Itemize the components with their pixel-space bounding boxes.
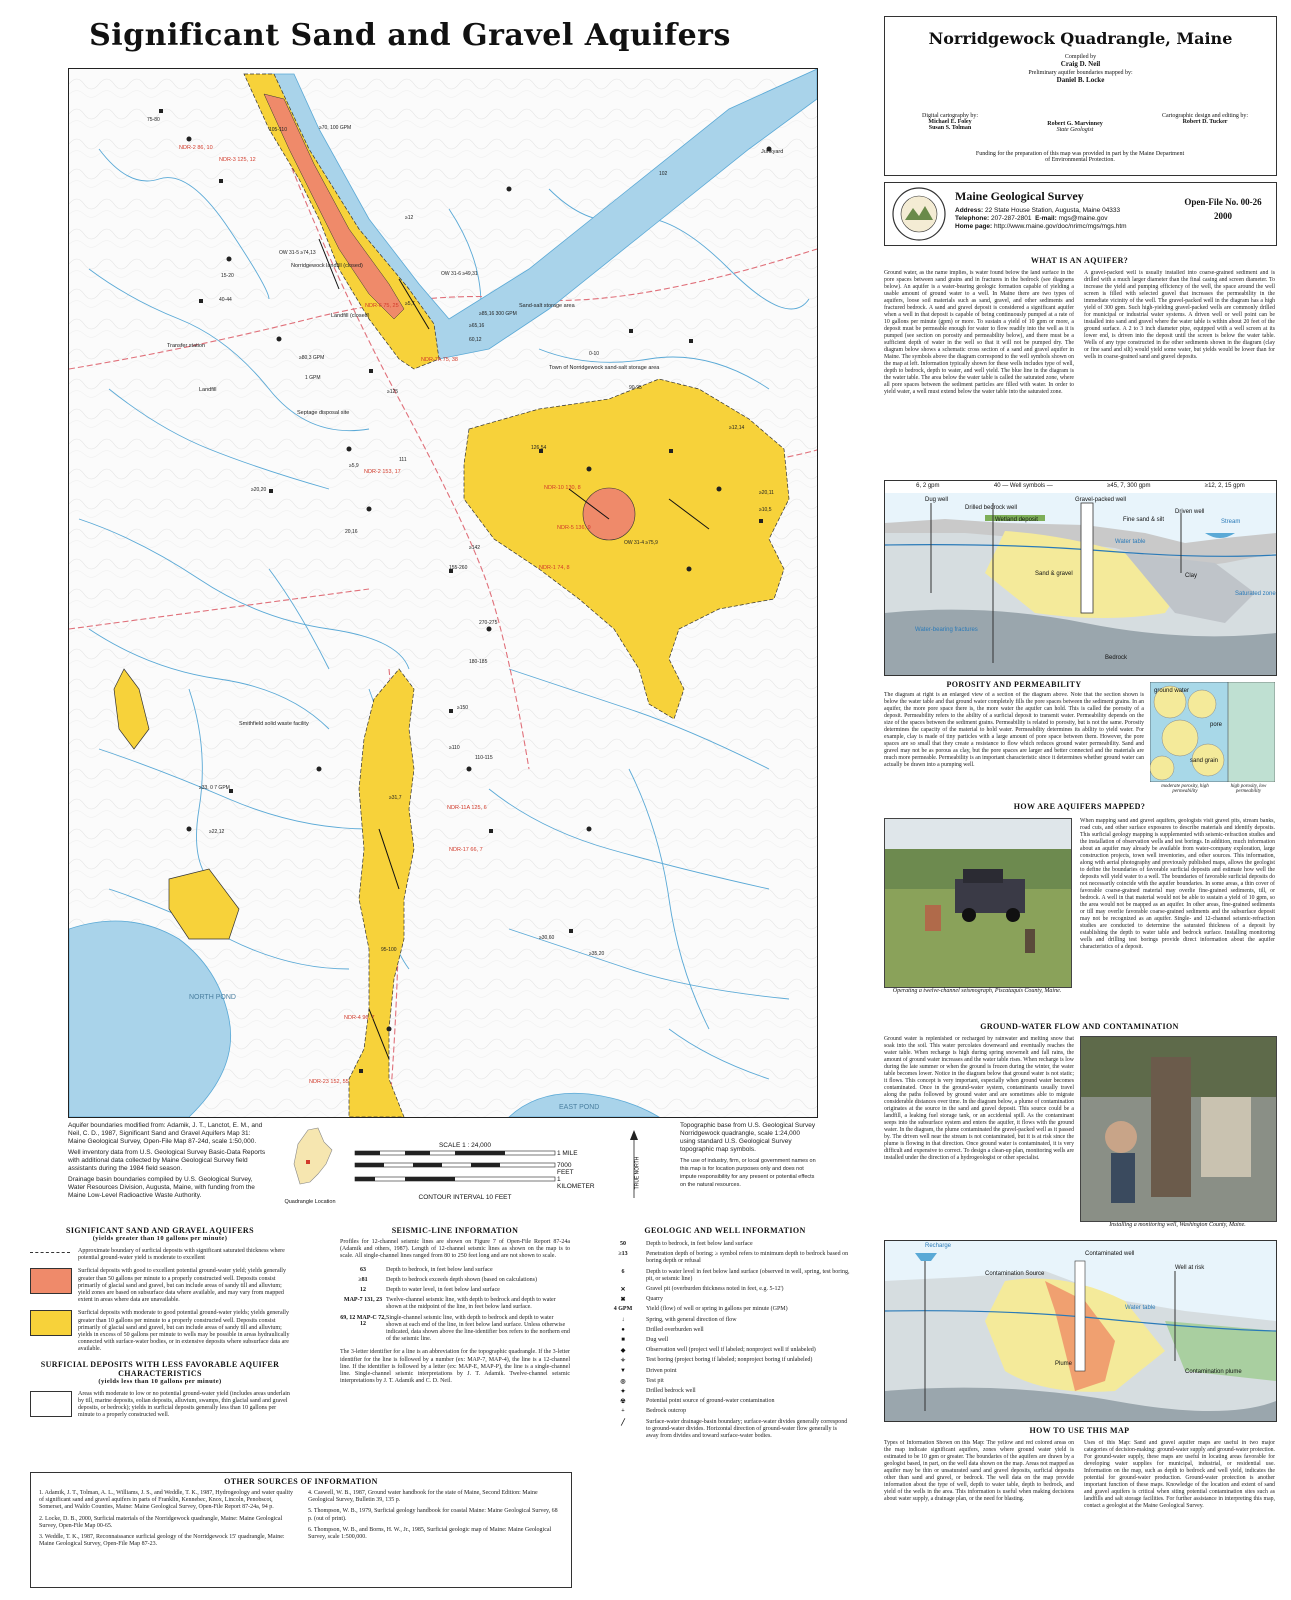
geologic-legend-text: Driven point (646, 1367, 677, 1374)
legend-dug-well: 6, 2 gpm (916, 483, 940, 489)
ndr-label: NDR-1 74, 8 (539, 565, 570, 571)
label-landfill: Norridgewock landfill (closed) (291, 263, 363, 269)
porosity-diagram (1150, 682, 1275, 800)
label-sand-grain: sand grain (1190, 758, 1219, 764)
mapped-by: Daniel B. Locke (1056, 76, 1105, 84)
survey-address: 22 State House Station, Augusta, Maine 04333 (985, 207, 1121, 214)
ndr-label: NDR-23 152, 55 (309, 1079, 349, 1085)
geologic-legend-row (600, 1357, 850, 1364)
seismic-intro: Profiles for 12-channel seismic lines are shown on Figure 7 of Open-File Report 87-24a (Adamik and others, 1987). Length of 12-channel seismic lines as shown on the map is to scale. All single-channel lines ranged from 80 to 250 feet long and are not shown to scale. (340, 1239, 570, 1260)
credits-panel (884, 16, 1277, 176)
porosity-text: The diagram at right is an enlarged view of a section of the diagram above. Note that the section shown is below the water table and that ground water completely fills the pore spaces between the sediment grains. In an aquifer, the more pore space there is, the more water the aquifer can hold. This is called the porosity of a deposit. Permeability refers to the ability of a surficial deposit to transmit water. Permeability depends on the size of the spaces between the sediment grains. Permeability is related to porosity, but is not the same. Porosity determines the capacity of the material to hold water. Permeability determines its ability to yield water. For example, clay is made of tiny particles with a large amount of pore space between them. However, the pore spaces are so small that they create a resistance to flow which reduces ground water permeability. Sand and gravel may not be as porous as clay, but the pore spaces are larger and better connected and the materials are much more permeable. Permeability is an important characteristic since it determines whether ground water can actually be drawn into a pumping well. (884, 692, 1144, 768)
flow-title: GROUND-WATER FLOW AND CONTAMINATION (980, 1022, 1179, 1031)
label-contamination-source: Contamination Source (985, 1271, 1045, 1277)
svg-text:OW 31-6 ≥49,31: OW 31-6 ≥49,31 (441, 271, 478, 277)
porosity-title: POROSITY AND PERMEABILITY (946, 680, 1082, 689)
geologic-legend-text: Quarry (646, 1296, 663, 1303)
geologic-legend-symbol: ◎ (620, 1378, 626, 1385)
map-canvas (69, 69, 817, 1117)
less-favorable-subtitle: (yields less than 10 gallons per minute) (98, 1377, 222, 1385)
howto-title: HOW TO USE THIS MAP (1029, 1426, 1130, 1435)
ndr-label: NDR-3 125, 12 (219, 157, 256, 163)
open-file-year: 2000 (1214, 211, 1232, 221)
label-clay: Clay (1185, 573, 1198, 579)
geologic-legend-text: Dug well (646, 1337, 669, 1344)
survey-email[interactable]: mgs@maine.gov (1058, 215, 1108, 222)
label-fine-sand: Fine sand & silt (1123, 517, 1165, 523)
label-contaminated-well: Contaminated well (1085, 1251, 1135, 1257)
north-arrow (627, 1130, 641, 1200)
scale-mile: 1 MILE (557, 1150, 578, 1157)
geologic-legend-symbol: ● (621, 1326, 625, 1333)
geologic-legend-text: Drilled bedrock well (646, 1388, 696, 1395)
geologic-legend-text: Test pit (646, 1377, 664, 1384)
cartographic-design (1140, 113, 1270, 125)
map-source-notes (68, 1122, 268, 1200)
label-fractures: Water-bearing fractures (915, 627, 978, 633)
geologic-legend-text: Spring, with general direction of flow (646, 1316, 737, 1323)
aquifer-source-note: Aquifer boundaries modified from: Adamik, J. T., Lanctot, E. M., and Neil, C. D., 1987, Significant Sand and Gravel Aquifers Map 31: Maine Geological Survey, Open-File Map 87-24d, scale 1:50,000. (68, 1122, 263, 1145)
source-reference: 4. Caswell, W. B., 1987, Ground water handbook for the state of Maine, Second Edition: Maine Geological Survey, Bulletin 39, 135 p. (308, 1490, 538, 1504)
svg-text:≥12: ≥12 (405, 215, 414, 221)
label-landfill-2: Landfill (closed) (331, 313, 370, 319)
quad-title: Norridgewock Quadrangle, Maine (928, 29, 1233, 48)
geologic-legend (600, 1226, 850, 1443)
geologic-legend-row (600, 1317, 850, 1324)
source-reference: 1. Adamik, J. T., Tolman, A. L., Williams, J. S., and Weddle, T. K., 1987, Hydrogeology and water quality of significant sand and gravel aquifers in parts of Franklin, Kennebec, Knox, Lincoln, Penobscot, Somerset, and Waldo Counties, Maine: Maine Geological Survey, Open-File Report 87-24a, 94 p. (39, 1490, 294, 1511)
label-septage: Septage disposal site (297, 410, 350, 416)
svg-text:≥65,16: ≥65,16 (469, 323, 485, 329)
svg-text:0-10: 0-10 (589, 351, 600, 357)
label-driven-well: Driven well (1175, 509, 1205, 515)
scale-feet: 7000 FEET (557, 1162, 574, 1176)
true-north-label: TRUE NORTH (634, 1156, 641, 1190)
geologic-legend-row (600, 1337, 850, 1344)
porosity-graphic (1150, 682, 1275, 782)
monitoring-well-caption: Installing a monitoring well, Washington County, Maine. (1109, 1222, 1246, 1228)
label-plume: Plume (1055, 1361, 1073, 1367)
quadrangle-location-label: Quadrangle Location (284, 1199, 336, 1205)
seismograph-caption: Operating a twelve-channel seismograph, Piscataquis County, Maine. (892, 988, 1062, 994)
svg-text:40-44: 40-44 (219, 297, 232, 303)
svg-text:≥35,20: ≥35,20 (589, 951, 605, 957)
yellow-zone-swatch (30, 1310, 72, 1336)
scale-label: SCALE 1 : 24,000 (438, 1142, 492, 1149)
geologic-legend-list (600, 1241, 850, 1440)
label-pore: pore (1210, 722, 1223, 728)
label-landfill-3: Landfill (199, 387, 217, 393)
scale-graphic (345, 1149, 585, 1187)
label-recharge: Recharge (925, 1243, 952, 1249)
ndr-label: NDR-2 153, 17 (364, 469, 401, 475)
survey-contact (955, 207, 1127, 231)
svg-text:≥142: ≥142 (469, 545, 481, 551)
legend-boundary-text: Approximate boundary of surficial deposits with significant saturated thickness where potential ground-water yield is moderate to excellent (78, 1248, 285, 1262)
svg-text:60,12: 60,12 (469, 337, 482, 343)
geologic-legend-symbol: ■ (621, 1337, 625, 1344)
less-favorable-title: SURFICIAL DEPOSITS WITH LESS FAVORABLE AQUIFER CHARACTERISTICS (40, 1359, 280, 1378)
geologist-name: Robert G. Marvinney (1047, 121, 1103, 127)
geologic-legend-symbol: ✦ (620, 1389, 626, 1396)
svg-text:270-275: 270-275 (479, 620, 498, 626)
svg-text:≥70, 100 GPM: ≥70, 100 GPM (319, 125, 352, 131)
aquifer-cross-section (884, 480, 1277, 676)
label-town-storage: Town of Norridgewock sand-salt storage area (549, 365, 660, 371)
contour-interval: CONTOUR INTERVAL 10 FEET (418, 1194, 512, 1201)
state-geologist (1020, 121, 1130, 133)
svg-text:≥20,20: ≥20,20 (251, 487, 267, 493)
ndr-label: NDR-10 130, 8 (544, 485, 581, 491)
seismic-legend-text: Single-channel seismic line, with depth to bedrock and depth to water shown at each end of the line, in feet below land surface. Unless otherwise indicated, data shown above the line-identifier box refers to the northern end of the seismic line. (386, 1314, 570, 1343)
geologic-legend-title: GEOLOGIC AND WELL INFORMATION (644, 1226, 806, 1235)
legend-gravel-well: ≥45, 7, 300 gpm (1107, 483, 1151, 489)
sources-list (31, 1486, 571, 1553)
seismic-legend-row (340, 1297, 570, 1311)
legend-driven-well: ≥12, 2, 15 gpm (1204, 483, 1245, 489)
svg-text:75-80: 75-80 (147, 117, 160, 123)
ndr-label: NDR-11A 125, 6 (447, 805, 487, 811)
svg-text:155-260: 155-260 (449, 565, 468, 571)
geologic-legend-row (600, 1419, 850, 1441)
geologic-legend-symbol: ✖ (620, 1297, 626, 1304)
well-source-note: Well inventory data from U.S. Geological Survey Basic-Data Reports with additional data collected by Maine Geological Survey field assistants during the 1984 field season. (68, 1149, 266, 1172)
label-sand-gravel: Sand & gravel (1035, 571, 1073, 577)
map-title: Significant Sand and Gravel Aquifers (89, 18, 731, 53)
topo-source-note: Topographic base from U.S. Geological Survey Norridgewock quadrangle, scale 1:24,000 using standard U.S. Geological Survey topographic map symbols. (680, 1122, 816, 1153)
porosity-caption-2: high porosity, low permeability (1230, 784, 1267, 794)
source-reference: 2. Locke, D. B., 2000, Surficial materials of the Norridgewock quadrangle, Maine: Maine Geological Survey, Open-File Map 00-65. (39, 1515, 283, 1529)
legend-row-red (30, 1268, 290, 1304)
label-stream: Stream (1221, 519, 1241, 525)
ndr-label: NDR-2 86, 10 (179, 145, 213, 151)
address-label: Address: (955, 207, 984, 214)
geologic-legend-symbol: 4 GPM (613, 1306, 633, 1313)
geologic-legend-symbol: 6 (621, 1268, 625, 1275)
survey-panel (884, 182, 1277, 246)
funding-note: Funding for the preparation of this map was provided in part by the Maine Department of Environmental Protection. (975, 151, 1185, 163)
geologic-legend-row (600, 1306, 850, 1313)
label-water-table: Water table (1115, 539, 1146, 545)
label-sand-salt: Sand-salt storage area (519, 303, 575, 309)
seismograph-photo (884, 818, 1072, 988)
label-saturated-zone: Saturated zone (1235, 591, 1276, 597)
svg-text:≥33, 0 7 GPM: ≥33, 0 7 GPM (199, 785, 230, 791)
seismic-legend-text: Twelve-channel seismic line, with depth to bedrock and depth to water shown at the midpoint of the line, in feet below land surface. (386, 1297, 556, 1311)
compiled-by: Craig D. Neil (1060, 60, 1101, 68)
label-contamination-plume: Contamination plume (1185, 1369, 1242, 1375)
geologic-legend-symbol: ✕ (620, 1287, 626, 1294)
ndr-label: NDR-6 75, 25 (365, 303, 399, 309)
open-file-number: Open-File No. 00-26 (1184, 197, 1262, 207)
sources-title: OTHER SOURCES OF INFORMATION (224, 1477, 378, 1486)
seismic-legend-symbol: 12 (360, 1287, 366, 1294)
digital-cartography (895, 113, 1005, 131)
legend-red-text: Surficial deposits with good to excellent potential ground-water yield; yields generally greater than 50 gallons per minute to a properly constructed well. Deposits consist primarily of glacial sand and gravel, but can include areas of sandy till and alluvium; yield zones are based on subsurface data where available, and may vary from mapped extent in areas where data are unavailable. (78, 1268, 286, 1304)
label-water-table-2: Water table (1125, 1305, 1156, 1311)
contamination-graphic (885, 1241, 1276, 1421)
red-zone-swatch (30, 1268, 72, 1294)
mapped-label: Preliminary aquifer boundaries mapped by: (1028, 70, 1133, 76)
legend-row-boundary (30, 1248, 290, 1262)
legend-row-white (30, 1391, 290, 1420)
geologic-legend-text: Depth to bedrock, in feet below land surface (646, 1241, 753, 1247)
aquifer-legend-subtitle: (yields greater than 10 gallons per minute) (92, 1235, 228, 1242)
maine-outline-icon (282, 1124, 338, 1194)
geologic-legend-symbol: ☢ (620, 1399, 626, 1406)
drainage-source-note: Drainage basin boundaries compiled by U.S. Geological Survey, Water Resources Division, Augusta, Maine, with funding from the Maine Low-Level Radioactive Waste Authority. (68, 1176, 255, 1199)
svg-text:OW 31-5 ≥74,13: OW 31-5 ≥74,13 (279, 250, 316, 256)
email-label: E-mail: (1035, 215, 1057, 222)
svg-text:≥85,16 300 GPM: ≥85,16 300 GPM (479, 311, 517, 317)
cross-section-graphic (885, 493, 1276, 675)
mapped-title: HOW ARE AQUIFERS MAPPED? (1013, 802, 1146, 811)
contamination-diagram (884, 1240, 1277, 1422)
label-bedrock: Bedrock (1105, 655, 1128, 661)
geologic-legend-text: Yield (flow) of well or spring in gallons per minute (GPM) (646, 1306, 788, 1313)
svg-text:90-95: 90-95 (629, 385, 642, 391)
svg-text:102: 102 (659, 171, 668, 177)
geologic-legend-text: Observation well (project well if labeled; nonproject well if unlabeled) (646, 1347, 816, 1354)
svg-text:≥12,14: ≥12,14 (729, 425, 745, 431)
svg-text:≥10,5: ≥10,5 (759, 507, 772, 513)
digital-name-2: Susan S. Tolman (928, 125, 972, 131)
digital-name-1: Michael E. Foley (928, 119, 972, 125)
aquifer-text-col1: Ground water, as the name implies, is water found below the land surface in the pore spaces between sand grains and in fractures in the bedrock (see diagrams below). An aquifer is a water-bearing geologic formation capable of yielding a usable amount of ground water to a well. In Maine there are two types of aquifers, loose soil materials such as sand, gravel, and other sediments and fractured bedrock. A sand and gravel deposit is considered a significant aquifer when a well in that deposit is capable of being continuously pumped at a rate of 10 gallons per minute (gpm) or more. To sustain a yield of 10 gpm or more, a deposit must be permeable enough for water to flow readily into the well as it is pumped (see section on porosity and permeability below), and there must be a sufficient depth of water in the well so that it will not be pumped dry. The diagram below shows a schematic cross section of a sand and gravel aquifer in Maine. The symbols above the diagram correspond to the well symbols shown on the map at left. Information typically shown for these wells includes type of well, depth to bedrock, depth to water, and well yield. The blue line in the diagram is the water table. The area below the water table is called the saturated zone, where all pore spaces between the sediment particles are filled with water. In order to yield water, a well must extend below the water table into the saturated zone. (884, 270, 1074, 395)
svg-text:≥5,9: ≥5,9 (349, 463, 359, 469)
label-wetland: Wetland deposit (995, 517, 1038, 523)
geologic-legend-text: Depth to water level in feet below land surface (observed in well, spring, test boring, pit, or seismic line) (646, 1268, 850, 1282)
seismic-legend-symbol: 69, 12 MAP-C 72, 12 (340, 1314, 386, 1327)
geologic-legend-text: Potential point source of ground-water contamination (646, 1398, 775, 1405)
conservation-seal-icon (891, 186, 947, 242)
ndr-label: NDR-17 66, 7 (449, 847, 483, 853)
howto-text-col1: Types of Information Shown on this Map: The yellow and red colored areas on the map indicate significant aquifers, zones where ground water yield is estimated to be 10 gpm or greater. The boundaries of the aquifers are drawn by a geologist based, in part, on the well data shown on the map. Areas not mapped as aquifer may be thin or unsaturated sand and gravel deposits, surficial deposits other than sand and gravel, or bedrock. The well data on the map provide information about the type of well, depth to water table, depth to bedrock, and yield of the wells in the area. This information is useful when making decisions about water supply, a drainage plan, or the need for blasting. (884, 1440, 1074, 1502)
svg-text:≥5,7: ≥5,7 (405, 301, 415, 307)
seismic-legend-list (340, 1267, 570, 1344)
svg-text:≥31,7: ≥31,7 (389, 795, 402, 801)
geologic-legend-symbol: ◆ (620, 1348, 626, 1355)
compiled-label: Compiled by (1064, 54, 1097, 60)
ndr-label: NDR-7A 75, 38 (421, 357, 458, 363)
geologic-legend-symbol: ≥13 (618, 1251, 628, 1258)
geologic-legend-text: Bedrock outcrop (646, 1408, 687, 1415)
seismic-legend-row (340, 1267, 570, 1274)
svg-text:95-100: 95-100 (381, 947, 397, 953)
geologic-legend-row (600, 1388, 850, 1395)
survey-name: Maine Geological Survey (955, 189, 1084, 203)
svg-text:110-115: 110-115 (475, 755, 493, 761)
legend-white-text: Areas with moderate to low or no potential ground-water yield (includes areas underlain by till, marine deposits, eolian deposits, alluvium, swamps, thin glacial sand and gravel deposits, or bedrock); yields in surficial deposits generally less than 10 gallons per minute to a properly constructed well. (78, 1390, 290, 1419)
seismic-legend-symbol: ≥81 (358, 1276, 368, 1283)
geologic-legend-symbol: ↓ (621, 1316, 625, 1323)
label-ground-water: ground water (1154, 688, 1190, 694)
aquifer-legend (30, 1226, 290, 1419)
svg-text:≥80,3 GPM: ≥80,3 GPM (299, 355, 325, 361)
quadrangle-location (282, 1124, 338, 1204)
geologic-legend-text: Drilled overburden well (646, 1326, 704, 1333)
seismic-legend-row (340, 1315, 570, 1344)
svg-text:111: 111 (399, 457, 407, 463)
svg-text:105-110: 105-110 (269, 127, 287, 133)
survey-homepage[interactable]: http://www.maine.gov/doc/nrimc/mgs/mgs.htm (994, 223, 1127, 230)
boundary-line-swatch (30, 1252, 70, 1253)
geologic-legend-symbol: ╱ (621, 1419, 625, 1426)
geologist-title: State Geologist (1056, 127, 1094, 133)
geologic-legend-row (600, 1269, 850, 1283)
svg-text:≥22,12: ≥22,12 (209, 829, 225, 835)
geologic-legend-symbol: 50 (620, 1241, 626, 1247)
white-zone-swatch (30, 1391, 72, 1417)
seismic-legend-text: Depth to water level, in feet below land surface (386, 1287, 500, 1294)
seismic-legend-symbol: 63 (360, 1266, 366, 1273)
geologic-legend-text: Gravel pit (overburden thickness noted in feet, e.g. 5-12') (646, 1286, 784, 1293)
source-reference: 6. Thompson, W. B., and Borns, H. W., Jr., 1985, Surficial geologic map of Maine: Maine Geological Survey, scale 1:500,000. (308, 1526, 552, 1541)
design-name: Robert D. Tucker (1182, 119, 1228, 125)
digital-label: Digital cartography by: (922, 113, 978, 119)
geologic-legend-row (600, 1398, 850, 1405)
svg-text:1 GPM: 1 GPM (305, 375, 321, 381)
label-well-at-risk: Well at risk (1175, 1265, 1205, 1271)
label-dug-well: Dug well (925, 497, 949, 503)
geologic-legend-row (600, 1286, 850, 1293)
aquifer-map[interactable] (68, 68, 818, 1118)
aquifer-legend-title: SIGNIFICANT SAND AND GRAVEL AQUIFERS (66, 1226, 254, 1235)
svg-text:15-20: 15-20 (221, 273, 234, 279)
geologic-legend-symbol: ✧ (620, 1358, 626, 1365)
label-transfer: Transfer station (167, 343, 206, 349)
label-drilled-bedrock-well: Drilled bedrock well (965, 505, 1018, 511)
aquifer-section-title: WHAT IS AN AQUIFER? (1030, 256, 1129, 265)
geologic-legend-row (600, 1347, 850, 1354)
geologic-legend-symbol: + (621, 1408, 625, 1415)
disclaimer-note: The use of industry, firm, or local government names on this map is for location purposes only and does not impute responsibility for any present or potential effects on the natural resources. (680, 1158, 816, 1188)
label-north-pond: NORTH POND (189, 994, 236, 1001)
monitoring-well-photo-graphic (1081, 1037, 1276, 1221)
monitoring-well-photo (1080, 1036, 1277, 1222)
seismic-legend-symbol: MAP-7 131, 23 (343, 1297, 383, 1304)
seismic-legend-text: Depth to bedrock, in feet below land surface (386, 1266, 493, 1273)
scale-km: 1 KILOMETER (557, 1176, 595, 1190)
flow-text: Ground water is replenished or recharged by rainwater and melting snow that soak into the soil. This water percolates downward and eventually reaches the water table. When recharge is high during spring snowmelt and fall rains, the amount of ground water increases and the water table rises. When recharge is low during the late summer or when the ground is frozen during the winter, the water table becomes lower. Notice in the diagram below that ground water is not static; it flows. This concept is very important, especially when ground water becomes contaminated. Once in the ground-water system, contaminants usually travel along the paths followed by ground water and are sometimes able to migrate considerable distances over time. In the diagram below, a plume of contamination originates at the source in the sand and gravel deposit. This source could be a landfill, a leaking fuel storage tank, or an accidental spill. As the contaminant seeps into the subsurface system and enters the aquifer, it flows with the ground water. In the diagram, the plume contaminated the gravel-packed well as it passed by. The driven well near the stream is not contaminated, but it is at risk since the plume is flowing in that direction. Once ground water is contaminated, it is very difficult and expensive to correct. To design a clean-up plan, monitoring wells are installed under the direction of a hydrogeologist or other specialist. (884, 1036, 1074, 1161)
aquifer-red-spot[interactable] (583, 488, 635, 540)
seismic-legend-row (340, 1287, 570, 1294)
seismograph-photo-graphic (885, 819, 1071, 987)
ndr-label: NDR-5 136, 9 (557, 525, 591, 531)
svg-text:≥110: ≥110 (449, 745, 460, 751)
legend-row-yellow (30, 1310, 290, 1353)
legend-yellow-text: Surficial deposits with moderate to good potential ground-water yields; yields generally greater than 10 gallons per minute to a properly constructed well. Deposits consist primarily of glacial sand and gravel, but can include areas of sandy till and alluvium; yields in excess of 50 gallons per minute to wells may be possible in areas hydraulically connected with surface-water bodies, or in extensive deposits where subsurface data are available. (78, 1310, 290, 1353)
svg-text:20,16: 20,16 (345, 529, 358, 535)
svg-text:126,54: 126,54 (531, 445, 547, 451)
geologic-legend-text: Penetration depth of boring; ≥ symbol refers to minimum depth to bedrock based on boring depth or refusal (646, 1251, 849, 1265)
geologic-legend-text: Surface-water drainage-basin boundary; surface-water divides generally correspond to ground-water divides. Horizontal direction of ground-water flow generally is away from divides and toward surface-water bodies. (646, 1418, 848, 1440)
seismic-legend-text: Depth to bedrock exceeds depth shown (based on calculations) (386, 1276, 537, 1283)
label-east-pond: EAST POND (559, 1104, 600, 1111)
phone-label: Telephone: (955, 215, 990, 222)
geologic-legend-row (600, 1378, 850, 1385)
geologic-legend-row (600, 1368, 850, 1375)
well-symbol-legend (889, 483, 1272, 489)
svg-text:≥20,11: ≥20,11 (759, 490, 774, 496)
sources-panel (30, 1472, 572, 1588)
svg-text:180-185: 180-185 (469, 659, 488, 665)
geologic-legend-symbol: ▼ (620, 1367, 626, 1374)
survey-phone: 207-287-2801 (991, 215, 1032, 222)
legend-well-symbols: 40 — Well symbols — (993, 483, 1053, 489)
porosity-caption-1: moderate porosity, high permeability (1161, 784, 1209, 794)
scale-bar (345, 1142, 595, 1212)
label-gravel-packed-well: Gravel-packed well (1075, 497, 1127, 503)
geologic-legend-row (600, 1327, 850, 1334)
geologic-legend-text: Test boring (project boring if labeled; nonproject boring if unlabeled) (646, 1357, 813, 1364)
seismic-legend-title: SEISMIC-LINE INFORMATION (391, 1226, 519, 1235)
label-junkyard: Junkyard (761, 149, 784, 155)
topo-source (680, 1122, 816, 1189)
svg-text:≥150: ≥150 (457, 705, 469, 711)
geologic-legend-row (600, 1408, 850, 1415)
design-label: Cartographic design and editing by: (1162, 113, 1248, 119)
svg-text:OW 31-4 ≥75,9: OW 31-4 ≥75,9 (624, 540, 658, 546)
home-label: Home page: (955, 223, 993, 230)
ndr-label: NDR-4 96, 7 (344, 1015, 375, 1021)
source-reference: 3. Weddle, T. K., 1987, Reconnaissance surficial geology of the Norridgewock 15' quadrangle, Maine: Maine Geological Survey, Open-File Map 87-23. (39, 1534, 285, 1548)
geologic-legend-row (600, 1241, 850, 1248)
howto-text-col2: Uses of this Map: Sand and gravel aquifer maps are useful in two major categories of decision-making: ground-water supply and ground-water protection. For ground-water supply, these maps are useful in locating areas favorable for developing water supplies for municipal, industrial, or residential use. Information on the map, such as depth to bedrock and well yield, indicates the potential for ground-water production. Ground-water protection is another important function of these maps. Knowledge of the location and extent of sand and gravel aquifers is critical when siting potential contamination sites such as landfills and salt storage facilities. For further assistance in interpreting this map, contact a geologist at the Maine Geological Survey. (1084, 1440, 1275, 1509)
source-reference: 5. Thompson, W. B., 1979, Surficial geology handbook for coastal Maine: Maine Geological Survey, 68 p. (out of print). (308, 1508, 558, 1522)
geologic-legend-row (600, 1296, 850, 1303)
aquifer-text-col2: A gravel-packed well is usually installed into coarse-grained sediment and is drilled with a much larger diameter than the final casing and screen diameter. To increase the yield and pumping efficiency of the well, the space around the well screen is filled with selected gravel that increases the permeability in the immediate vicinity of the well. The gravel-packed well in the diagram has a high yield of 300 gpm. Such high-yielding gravel-packed wells are commonly drilled for municipal or industrial water systems. A driven well or well point can be installed into sand and gravel where the water table is within about 20 feet of the ground surface. A 2 to 3 inch diameter pipe, equipped with a well screen at its lower end, is driven into the deposit until the screen is below the water table. Wells of any type constructed in the other sediments shown in the diagram (clay or fine sand and silt) would yield some water, but yields would be lower than for wells in coarse-grained sand and gravel deposits. (1084, 270, 1275, 360)
seismic-legend-row (340, 1277, 570, 1284)
seismic-legend (340, 1226, 570, 1385)
label-smithfield: Smithfield solid waste facility (239, 721, 309, 727)
seismic-outro: The 3-letter identifier for a line is an abbreviation for the topographic quadrangle. If the 3-letter identifier for the line is followed by a number (ex: MAP-7, MAP-4), the line is a 12-channel line. If the identifier is followed by a letter (ex: MAP-E, MAP-P), the line is a single-channel line. Single-channel seismic interpretations by J. T. Adamik. Twelve-channel seismic interpretations by J. T. Adamik and C. D. Neil. (340, 1349, 570, 1385)
svg-text:≥30,60: ≥30,60 (539, 935, 555, 941)
svg-text:≥125: ≥125 (387, 389, 399, 395)
mapped-text: When mapping sand and gravel aquifers, geologists visit gravel pits, stream banks, road cuts, and other surface exposures to describe materials and identify deposits. This surficial geology mapping is supplemented with seismic-refraction studies and the installation of observation wells and test borings. In addition, much information about an aquifer may already be available from water-company exploration, large construction projects, town well inventories, and other sources. This information, along with aerial photography and previously published maps, allows the geologist to define the boundaries of favorable surficial deposits and estimate how well the deposits will yield water to a well. The boundaries of favorable surficial deposits do not necessarily coincide with the aquifer boundaries. In some areas, a thin cover of favorable coarse-grained material may overlie fine-grained sediments, till, or bedrock. A well in that material would not be able to sustain a yield of 10 gpm, so the area would not be mapped as an aquifer. In other areas, fine-grained sediments or till may overlie favorable coarse-grained sediments and the subsurface deposit may not be recognized as an aquifer. Single- and 12-channel seismic-refraction studies are conducted to determine the saturated thickness of a deposit by establishing the depth to water table and bedrock surface. Installing monitoring wells and drilling test borings provide direct information about the aquifer characteristics of a deposit. (1080, 818, 1275, 950)
geologic-legend-row (600, 1251, 850, 1265)
